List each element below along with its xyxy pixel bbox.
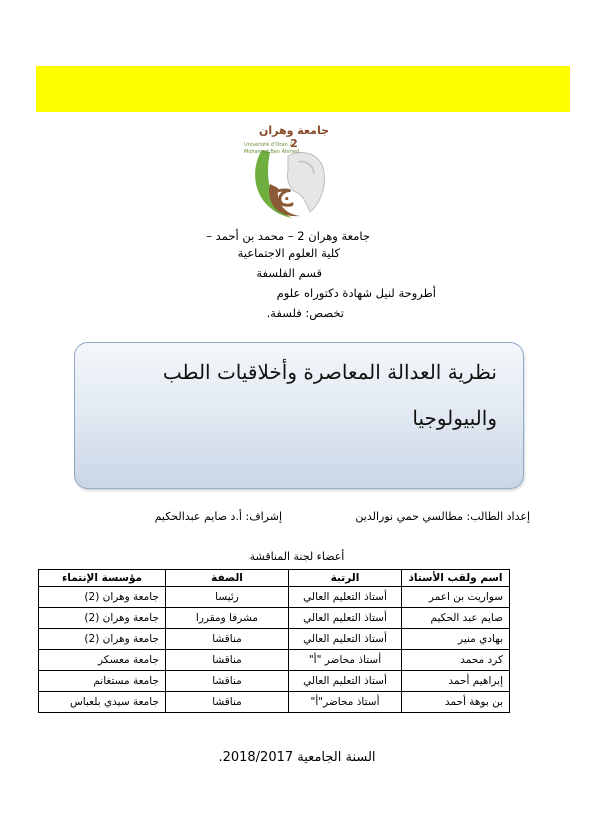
svg-text:ج: ج <box>276 177 293 207</box>
member-role: مناقشا <box>166 629 289 650</box>
department-line: قسم الفلسفة <box>256 266 322 280</box>
member-name: إبراهيم أحمد <box>402 671 510 692</box>
header-institution: مؤسسة الإنتماء <box>39 570 166 587</box>
header-role: الصفة <box>166 570 289 587</box>
member-role: رئيسا <box>166 587 289 608</box>
thesis-title <box>97 349 497 441</box>
logo-name-ar: جامعة وهران 2 <box>258 124 330 150</box>
member-institution: جامعة وهران (2) <box>39 629 166 650</box>
member-rank: أستاذ التعليم العالي <box>289 671 402 692</box>
member-name: سواريت بن اعمر <box>402 587 510 608</box>
member-institution: جامعة وهران (2) <box>39 608 166 629</box>
faculty-line: كلية العلوم الاجتماعية <box>237 246 340 260</box>
member-institution: جامعة سيدي بلعباس <box>39 692 166 713</box>
member-institution: جامعة معسكر <box>39 650 166 671</box>
member-rank: أستاذ التعليم العالي <box>289 608 402 629</box>
table-row <box>39 629 510 650</box>
member-role: مناقشا <box>166 671 289 692</box>
committee-header-row <box>39 570 510 587</box>
member-rank: أستاذ محاضر "أ" <box>289 650 402 671</box>
header-name: اسم ولقب الأستاذ <box>402 570 510 587</box>
thesis-title-box <box>74 342 524 489</box>
member-name: بهادي منير <box>402 629 510 650</box>
member-rank: أستاذ محاضر"أ" <box>289 692 402 713</box>
table-row <box>39 587 510 608</box>
member-name: صايم عبد الحكيم <box>402 608 510 629</box>
academic-year: السنة الجامعية 2018/2017. <box>218 750 376 765</box>
thesis-title-line-1: نظرية العدالة المعاصرة وأخلاقيات الطب <box>162 360 497 384</box>
member-role: مناقشا <box>166 692 289 713</box>
thesis-title-line-2: والبيولوجيا <box>412 406 497 430</box>
university-logo <box>240 122 340 224</box>
specialty-line: تخصص: فلسفة. <box>266 306 344 320</box>
logo-name-fr-2: Mohamed Ben Ahmed <box>244 149 300 155</box>
member-rank: أستاذ التعليم العالي <box>289 629 402 650</box>
university-line: جامعة وهران 2 – محمد بن أحمد – <box>206 229 370 243</box>
member-name: كرد محمد <box>402 650 510 671</box>
student-credit: إعداد الطالب: مطالسي حمي نورالدين <box>355 510 530 523</box>
committee-table <box>38 569 510 713</box>
committee-title: أعضاء لجنة المناقشة <box>249 550 345 563</box>
member-institution: جامعة وهران (2) <box>39 587 166 608</box>
table-row <box>39 608 510 629</box>
member-name: بن بوهة أحمد <box>402 692 510 713</box>
yellow-banner <box>36 66 570 112</box>
member-role: مشرفا ومقررا <box>166 608 289 629</box>
member-role: مناقشا <box>166 650 289 671</box>
member-institution: جامعة مستغانم <box>39 671 166 692</box>
table-row <box>39 671 510 692</box>
logo-name-fr-1: Université d'Oran 2 <box>244 142 293 148</box>
table-row <box>39 692 510 713</box>
header-rank: الرتبة <box>289 570 402 587</box>
table-row <box>39 650 510 671</box>
supervisor-credit: إشراف: أ.د صايم عبدالحكيم <box>154 510 282 523</box>
member-rank: أستاذ التعليم العالي <box>289 587 402 608</box>
thesis-type-line: أطروحة لنيل شهادة دكتوراه علوم <box>276 286 436 300</box>
